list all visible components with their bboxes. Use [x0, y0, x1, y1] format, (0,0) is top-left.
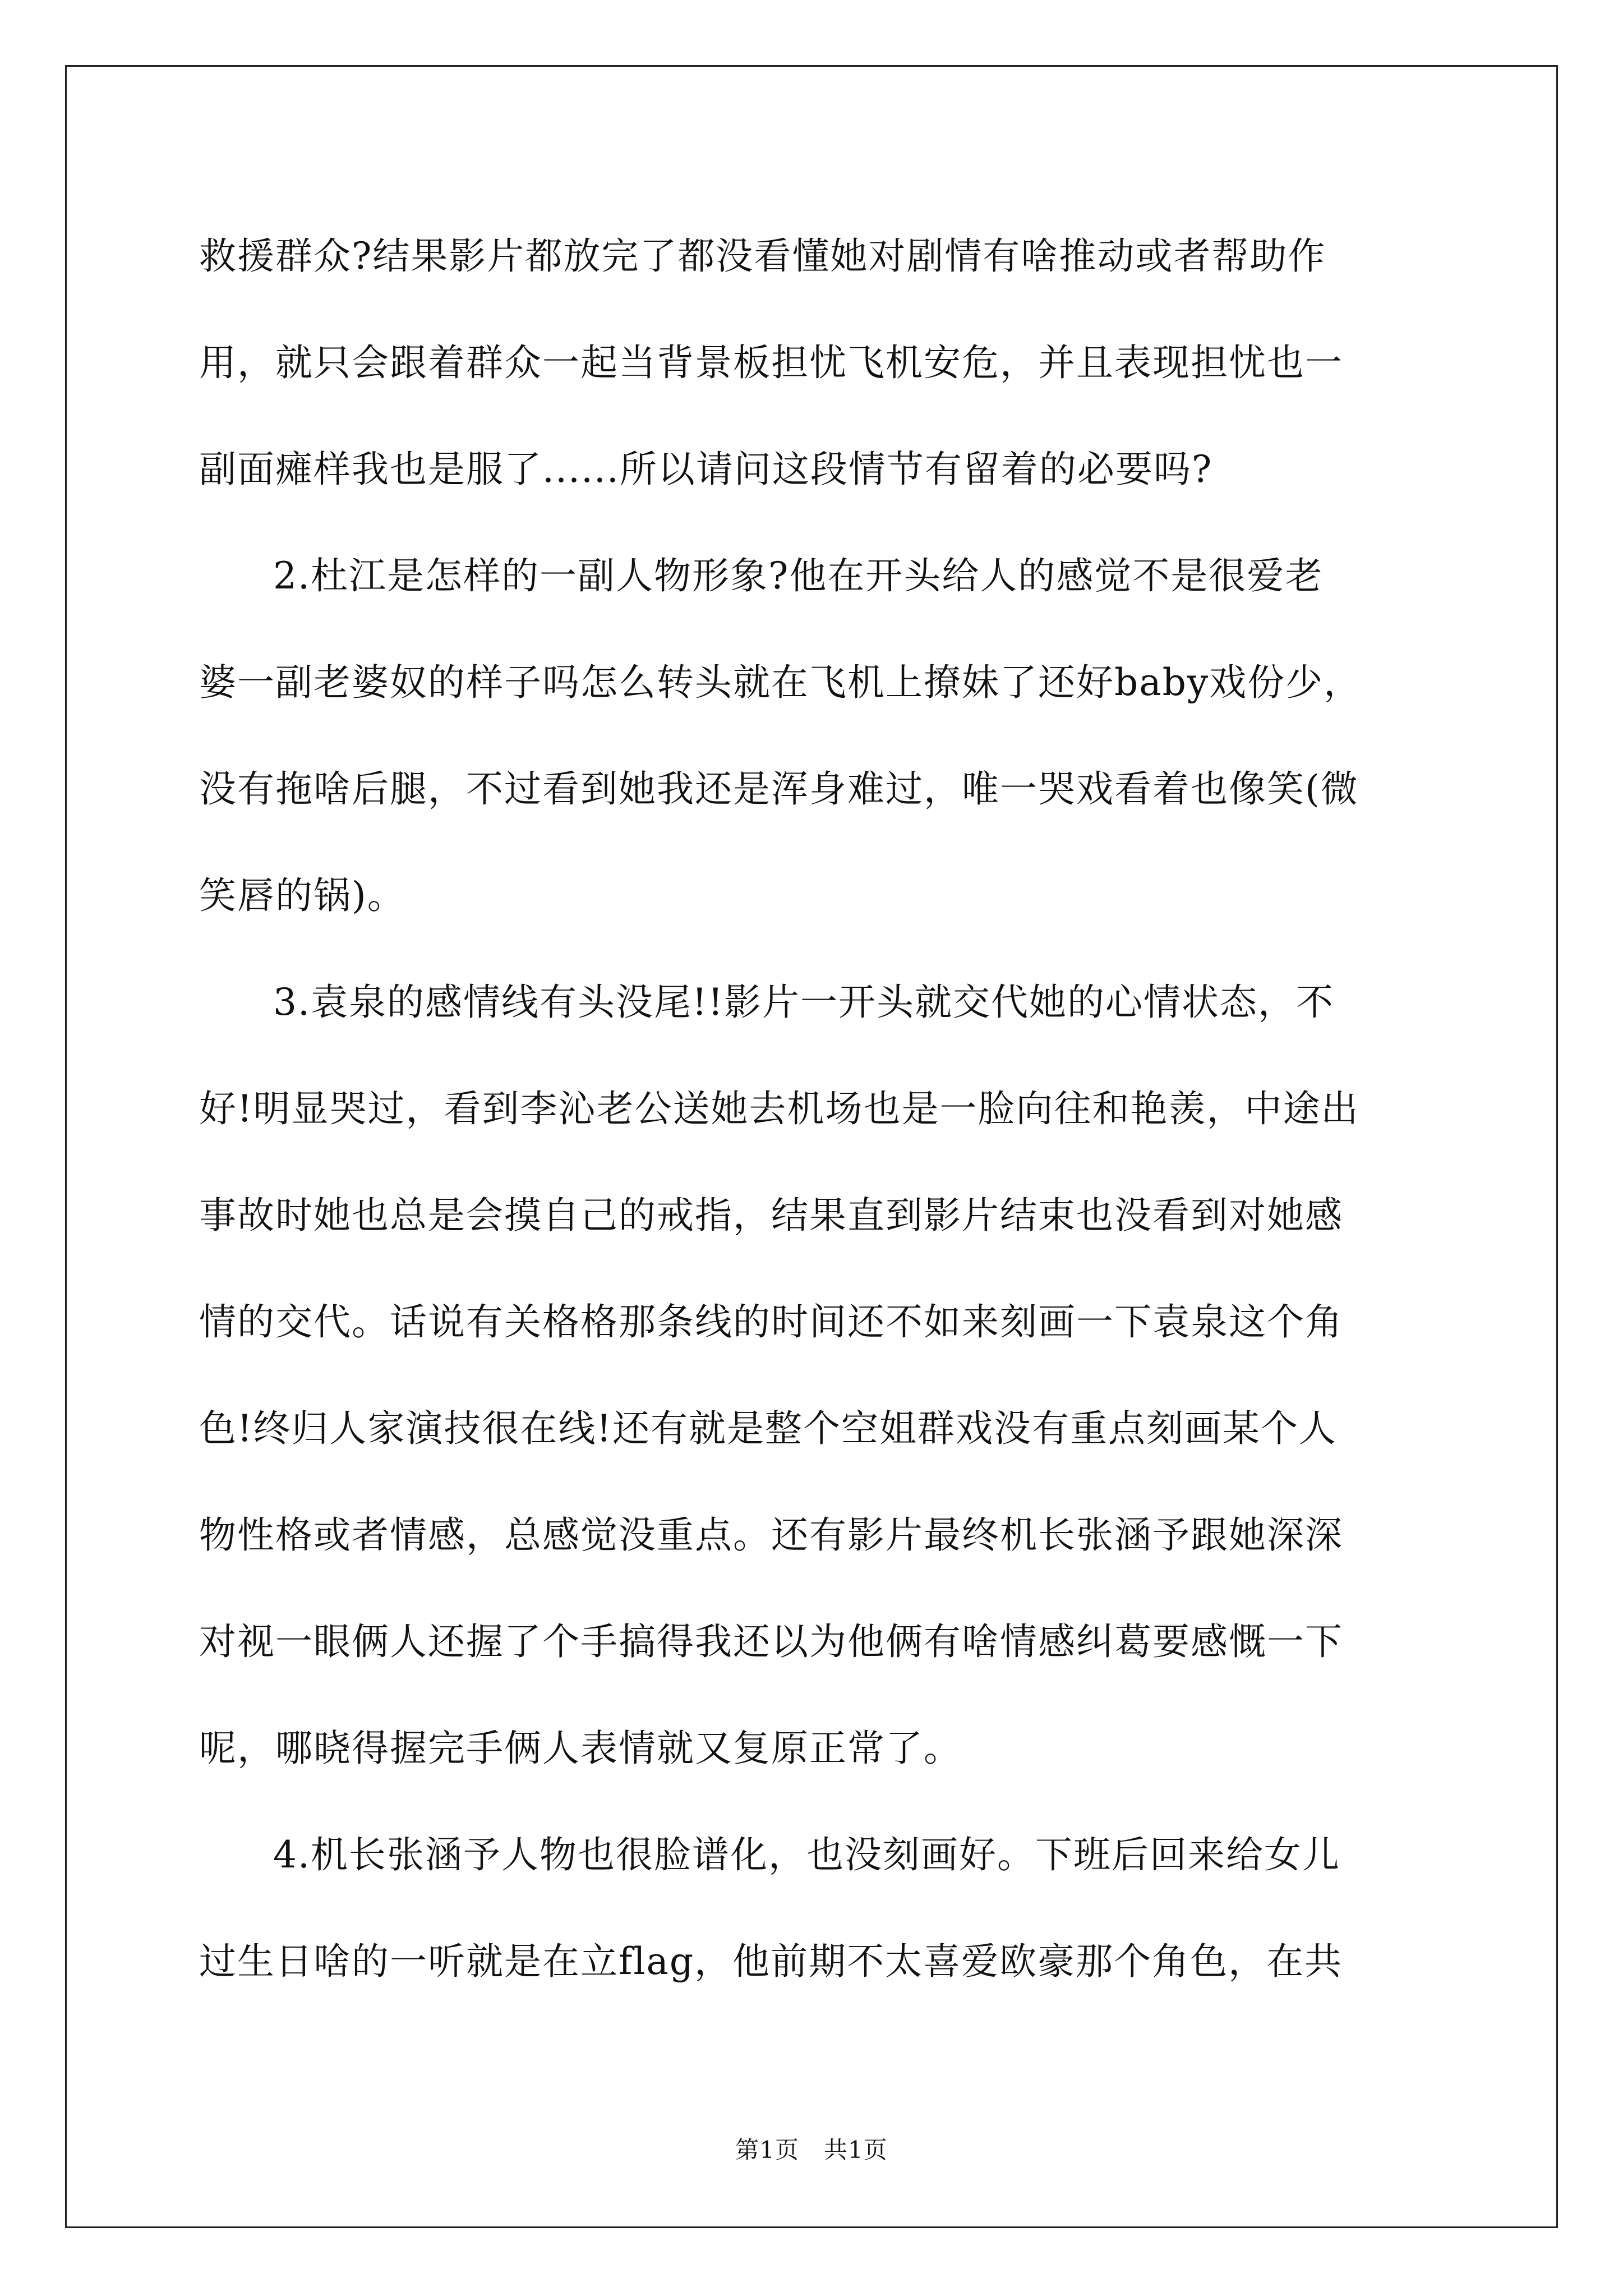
text-line: 婆一副老婆奴的样子吗怎么转头就在飞机上撩妹了还好baby戏份少，: [199, 661, 1362, 704]
text-line: 救援群众?结果影片都放完了都没看懂她对剧情有啥推动或者帮助作: [199, 234, 1326, 278]
text-line: 色!终归人家演技很在线!还有就是整个空姐群戏没有重点刻画某个人: [199, 1407, 1338, 1450]
text-line: 3.袁泉的感情线有头没尾!!影片一开头就交代她的心情状态，不: [273, 981, 1335, 1024]
text-line: 4.机长张涵予人物也很脸谱化，也没刻画好。下班后回来给女儿: [273, 1833, 1340, 1876]
document-body: [199, 203, 1441, 2015]
text-line: 对视一眼俩人还握了个手搞得我还以为他俩有啥情感纠葛要感慨一下: [199, 1620, 1343, 1663]
text-line: 2.杜江是怎样的一副人物形象?他在开头给人的感觉不是很爱老: [273, 554, 1324, 597]
text-line: 情的交代。话说有关格格那条线的时间还不如来刻画一下袁泉这个角: [199, 1300, 1343, 1343]
text-line: 呢，哪晓得握完手俩人表情就又复原正常了。: [199, 1727, 962, 1770]
paragraph-1: [199, 203, 1441, 523]
paragraph-2: [199, 523, 1441, 949]
text-line: 没有拖啥后腿，不过看到她我还是浑身难过，唯一哭戏看着也像笑(微: [199, 767, 1359, 811]
text-line: 笑唇的锅)。: [199, 874, 405, 917]
paragraph-4: [199, 1802, 1441, 2015]
page-footer: [0, 2132, 1623, 2165]
page-total: 共1页: [824, 2136, 888, 2164]
text-line: 副面瘫样我也是服了......所以请问这段情节有留着的必要吗?: [199, 448, 1213, 491]
text-line: 物性格或者情感，总感觉没重点。还有影片最终机长张涵予跟她深深: [199, 1513, 1343, 1557]
text-line: 事故时她也总是会摸自己的戒指，结果直到影片结束也没看到对她感: [199, 1194, 1343, 1237]
text-line: 过生日啥的一听就是在立flag，他前期不太喜爱欧豪那个角色，在共: [199, 1940, 1343, 1983]
page-number: 第1页: [735, 2136, 799, 2164]
paragraph-3: [199, 949, 1441, 1802]
text-line: 用，就只会跟着群众一起当背景板担忧飞机安危，并且表现担忧也一: [199, 341, 1343, 384]
text-line: 好!明显哭过，看到李沁老公送她去机场也是一脸向往和艳羡，中途出: [199, 1087, 1359, 1130]
